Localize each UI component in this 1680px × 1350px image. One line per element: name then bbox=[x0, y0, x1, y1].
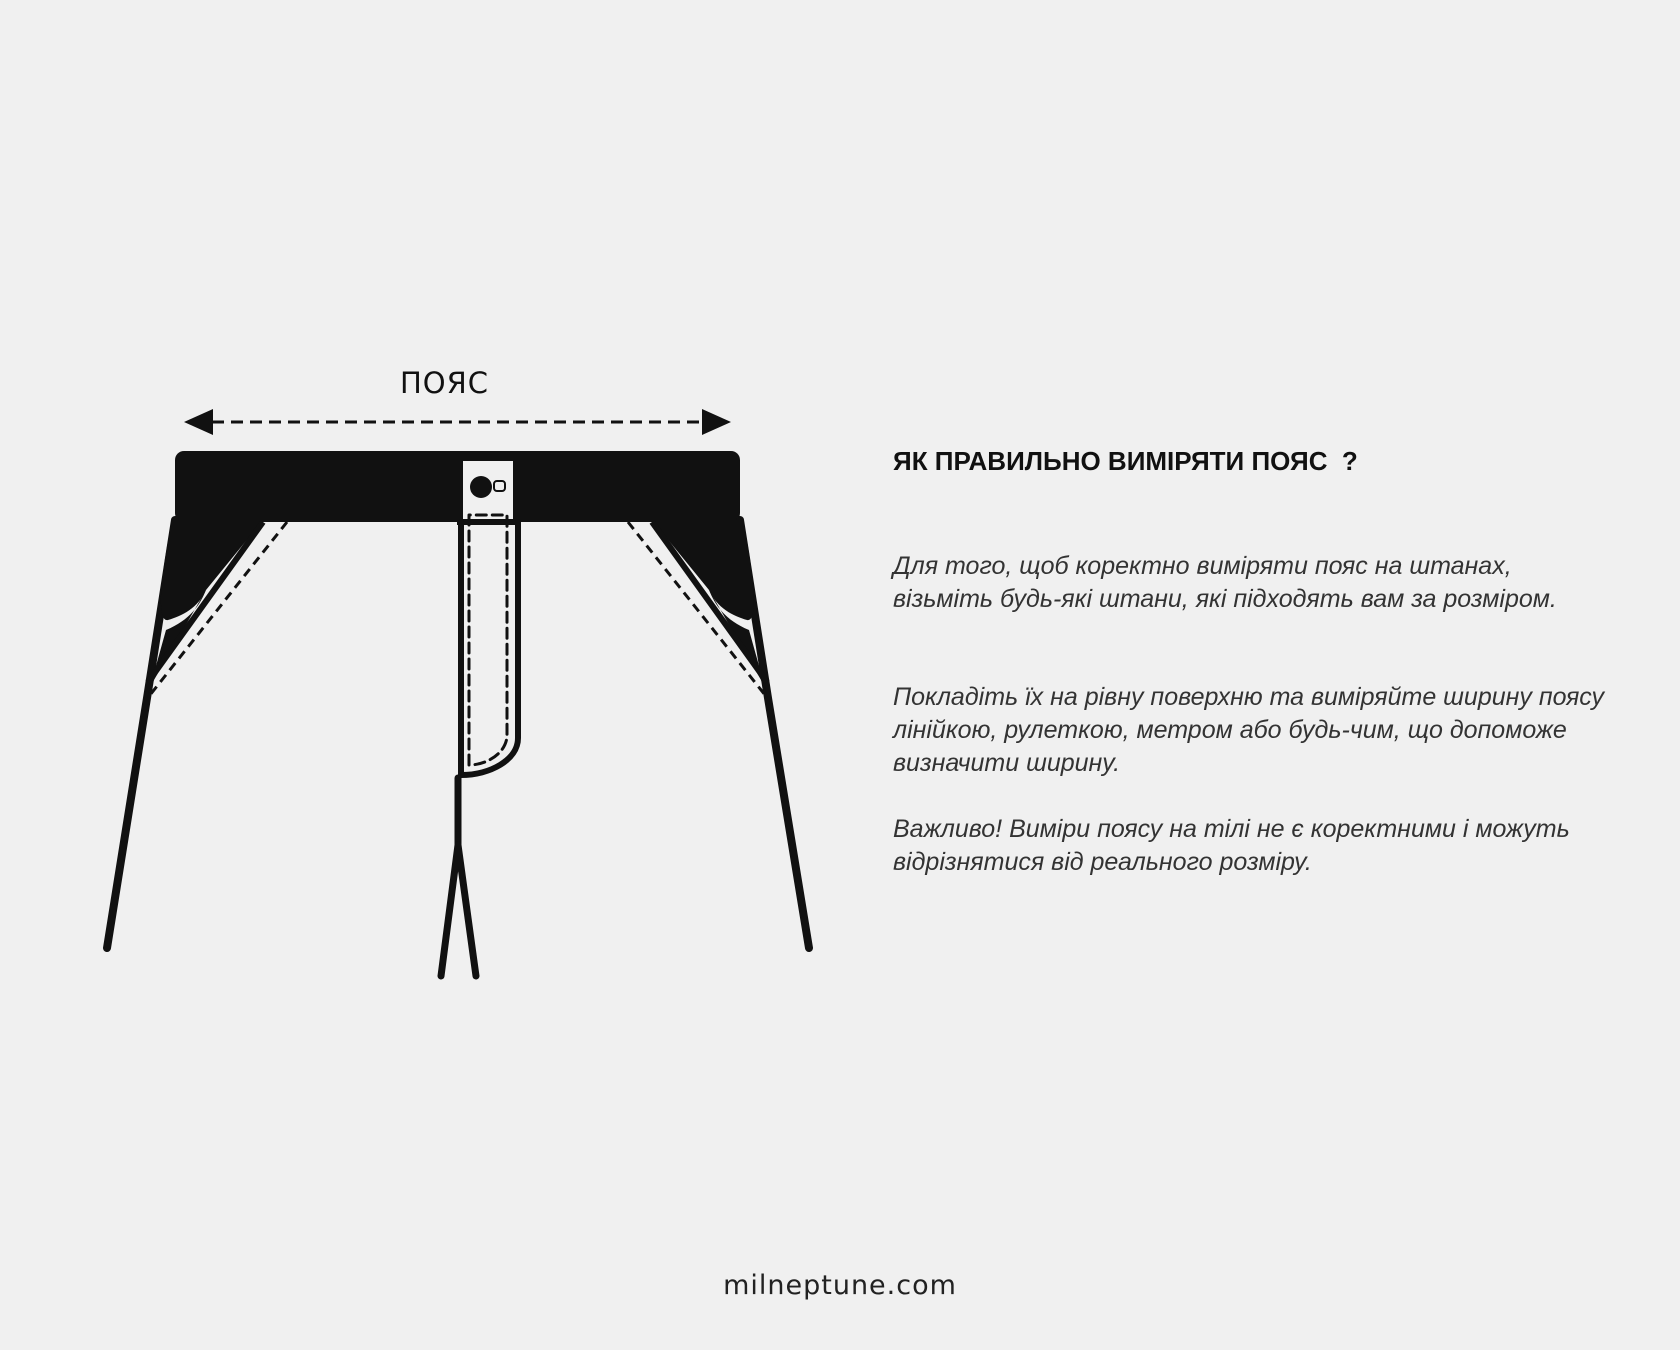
crotch-lines bbox=[441, 778, 476, 976]
section-heading: ЯК ПРАВИЛЬНО ВИМІРЯТИ ПОЯС ? bbox=[893, 446, 1358, 476]
waist-measure-label: ПОЯС bbox=[400, 366, 490, 400]
instruction-paragraph: Для того, щоб коректно виміряти пояс на штанах, візьміть будь-які штани, які підходять вам за розміром. bbox=[893, 552, 1557, 613]
waist-measure-arrow bbox=[184, 409, 731, 435]
warning-paragraph: Важливо! Виміри поясу на тілі не є коректними і можуть відрізнятися від реального розміру. bbox=[893, 815, 1570, 876]
left-pocket bbox=[147, 520, 287, 698]
instruction-paragraph: Покладіть їх на рівну поверхню та виміряйте ширину поясу лінійкою, рулеткою, метром або будь-чим, що допоможе визначити ширину. bbox=[893, 683, 1605, 777]
button-icon bbox=[470, 476, 492, 498]
right-pocket bbox=[628, 520, 768, 698]
footer-site-link[interactable]: milneptune.com bbox=[723, 1270, 957, 1301]
button-tab bbox=[460, 458, 516, 522]
fly bbox=[461, 515, 518, 775]
